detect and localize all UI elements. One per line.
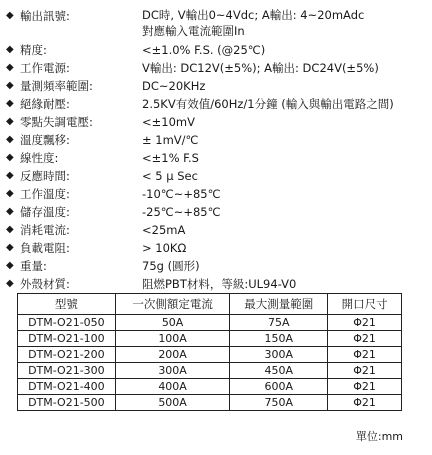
table-cell: 200A <box>115 347 230 363</box>
spec-row <box>6 221 426 239</box>
spec-value-line: > 10KΩ <box>142 241 187 255</box>
spec-value <box>142 131 198 149</box>
table-cell: 300A <box>230 347 328 363</box>
spec-value-line: ± 1mV/℃ <box>142 133 199 147</box>
spec-value-line: <25mA <box>142 223 186 237</box>
spec-value <box>142 41 265 59</box>
diamond-bullet-icon: ◆ <box>6 278 14 289</box>
spec-label: 儲存溫度: <box>20 205 70 219</box>
table-cell: 100A <box>115 331 230 347</box>
table-cell: Φ21 <box>328 395 402 411</box>
table-cell: DTM-O21-050 <box>18 315 116 331</box>
diamond-bullet-icon: ◆ <box>6 98 14 109</box>
spec-value-line: <±10mV <box>142 115 195 129</box>
table-cell: 75A <box>230 315 328 331</box>
table-row <box>18 379 402 395</box>
spec-value-line: 2.5KV有效值/60Hz/1分鐘 (輸入與輸出電路之間) <box>142 97 394 111</box>
table-cell: Φ21 <box>328 315 402 331</box>
table-cell: 750A <box>230 395 328 411</box>
spec-label: 線性度: <box>20 151 59 165</box>
diamond-bullet-icon: ◆ <box>6 116 14 127</box>
spec-label: 輸出訊號: <box>20 9 70 23</box>
table-cell: 500A <box>115 395 230 411</box>
spec-value-line: V輸出: DC12V(±5%); A輸出: DC24V(±5%) <box>142 61 379 75</box>
spec-label: 工作電源: <box>20 61 70 75</box>
spec-value <box>142 239 186 257</box>
spec-value <box>142 203 221 221</box>
model-table <box>17 293 402 411</box>
spec-value-line: DC時, V輸出0~4Vdc; A輸出: 4~20mAdc <box>142 8 365 22</box>
spec-label: 零點失調電壓: <box>20 115 93 129</box>
spec-value-line: 75g (圓形) <box>142 259 200 273</box>
spec-row <box>6 59 426 77</box>
diamond-bullet-icon: ◆ <box>6 242 14 253</box>
spec-value <box>142 7 364 39</box>
table-cell: 450A <box>230 363 328 379</box>
diamond-bullet-icon: ◆ <box>6 224 14 235</box>
spec-label: 工作溫度: <box>20 187 70 201</box>
spec-row <box>6 239 426 257</box>
spec-row <box>6 167 426 185</box>
spec-label: 精度: <box>20 43 47 57</box>
spec-value <box>142 275 296 293</box>
spec-label: 絕緣耐壓: <box>20 97 70 111</box>
diamond-bullet-icon: ◆ <box>6 80 14 91</box>
diamond-bullet-icon: ◆ <box>6 134 14 145</box>
table-cell: 300A <box>115 363 230 379</box>
diamond-bullet-icon: ◆ <box>6 62 14 73</box>
table-cell: Φ21 <box>328 331 402 347</box>
diamond-bullet-icon: ◆ <box>6 206 14 217</box>
spec-value-line: 對應輸入電流範圍In <box>142 24 245 38</box>
spec-value <box>142 95 394 113</box>
spec-value <box>142 257 200 275</box>
spec-value <box>142 113 195 131</box>
table-cell: Φ21 <box>328 347 402 363</box>
spec-row <box>6 41 426 59</box>
diamond-bullet-icon: ◆ <box>6 10 14 21</box>
table-cell: 50A <box>115 315 230 331</box>
header-max-range: 最大測量範圍 <box>230 294 328 315</box>
table-header-row <box>18 294 402 315</box>
table-row <box>18 331 402 347</box>
diamond-bullet-icon: ◆ <box>6 44 14 55</box>
table-cell: Φ21 <box>328 363 402 379</box>
table-cell: 150A <box>230 331 328 347</box>
table-cell: 600A <box>230 379 328 395</box>
spec-row <box>6 113 426 131</box>
spec-value <box>142 221 185 239</box>
table-row <box>18 347 402 363</box>
diamond-bullet-icon: ◆ <box>6 170 14 181</box>
spec-row <box>6 7 426 41</box>
spec-value-line: <±1.0% F.S. (@25℃) <box>142 43 266 57</box>
header-model: 型號 <box>18 294 116 315</box>
spec-row <box>6 131 426 149</box>
spec-value <box>142 185 221 203</box>
header-rated-current: 一次側額定電流 <box>115 294 230 315</box>
table-cell: DTM-O21-400 <box>18 379 116 395</box>
spec-row <box>6 257 426 275</box>
spec-row <box>6 203 426 221</box>
spec-row <box>6 185 426 203</box>
table-body <box>18 315 402 411</box>
spec-label: 重量: <box>20 259 47 273</box>
spec-label: 消耗電流: <box>20 223 70 237</box>
table-cell: DTM-O21-300 <box>18 363 116 379</box>
spec-value <box>142 149 199 167</box>
spec-label: 溫度飄移: <box>20 133 70 147</box>
diamond-bullet-icon: ◆ <box>6 188 14 199</box>
header-aperture: 開口尺寸 <box>328 294 402 315</box>
unit-note: 單位:mm <box>355 430 403 443</box>
spec-row <box>6 275 426 293</box>
spec-value-line: <±1% F.S <box>142 151 199 165</box>
spec-value-line: DC~20KHz <box>142 79 206 93</box>
spec-list <box>6 7 426 293</box>
spec-label: 外殼材質: <box>20 277 70 291</box>
spec-value <box>142 77 205 95</box>
spec-row <box>6 149 426 167</box>
spec-value <box>142 167 198 185</box>
table-cell: DTM-O21-500 <box>18 395 116 411</box>
spec-value-line: < 5 μ Sec <box>142 169 198 183</box>
table-cell: DTM-O21-200 <box>18 347 116 363</box>
spec-label: 量測頻率範圍: <box>20 79 93 93</box>
spec-value-line: -10℃~+85℃ <box>142 187 221 201</box>
spec-value-line: 阻燃PBT材料，等級:UL94-V0 <box>142 277 297 291</box>
spec-value-line: -25℃~+85℃ <box>142 205 221 219</box>
spec-row <box>6 77 426 95</box>
spec-value <box>142 59 379 77</box>
spec-label: 負載電阻: <box>20 241 70 255</box>
table-row <box>18 315 402 331</box>
diamond-bullet-icon: ◆ <box>6 260 14 271</box>
table-cell: DTM-O21-100 <box>18 331 116 347</box>
table-row <box>18 395 402 411</box>
table-cell: 400A <box>115 379 230 395</box>
table-cell: Φ21 <box>328 379 402 395</box>
spec-label: 反應時間: <box>20 169 70 183</box>
table-row <box>18 363 402 379</box>
diamond-bullet-icon: ◆ <box>6 152 14 163</box>
spec-row <box>6 95 426 113</box>
